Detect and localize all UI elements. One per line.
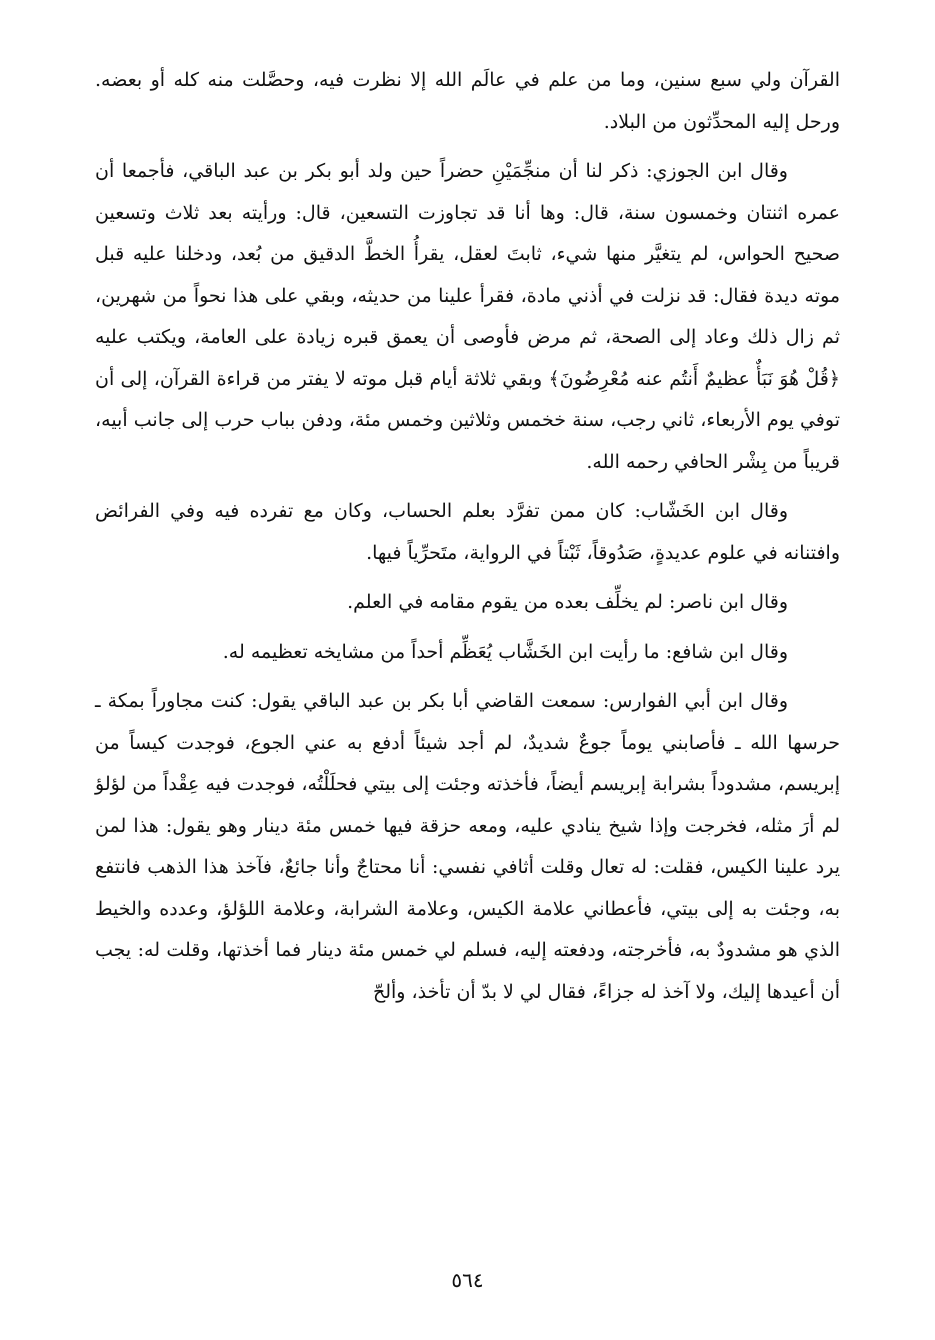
paragraph-ibn-shafi: وقال ابن شافع: ما رأيت ابن الخَشَّاب يُعَظِّم أحداً من مشايخه تعظيمه له. bbox=[222, 640, 788, 663]
paragraph-ibn-al-jawzi: وقال ابن الجوزي: ذكر لنا أن منجِّمَيْنِ حضراً حين ولد أبو بكر بن عبد الباقي، فأجمعا أن عمره اثنتان وخمسون سنة، قال: وها أنا قد تجاوزت التسعين، قال: ورأيته بعد ثلاث وتسعين صحيح الحواس، لم يتغيَّر منها شيء، ثابتَ لعقل، يقرأُ الخطَّ الدقيق من بُعد، ودخلنا عليه قبل موته ديدة فقال: قد نزلت في أذني مادة، فقرأ علينا من حديثه، وبقي على هذا نحواً من شهرين، ثم زال ذلك وعاد إلى الصحة، ثم مرض فأوصى أن يعمق قبره زيادة على العامة، ويكتب عليه ﴿قُلْ هُوَ نَبَأٌ عظيمٌ أَنتُم عنه مُعْرِضُونَ﴾ وبقي ثلاثة أيام قبل موته لا يفتر من قراءة القرآن، إلى أن توفي يوم الأربعاء، ثاني رجب، سنة خخمس وثلاثين وخمس مئة، ودفن بباب حرب إلى جانب أبيه، قريباً من بِشْر الحافي رحمه الله. bbox=[95, 160, 840, 473]
paragraph-ibn-abi-al-fawaris: وقال ابن أبي الفوارس: سمعت القاضي أبا بكر بن عبد الباقي يقول: كنت مجاوراً بمكة ـ حرسها الله ـ فأصابني يوماً جوعٌ شديدٌ، لم أجد شيئاً أدفع به عني الجوع، فوجدت كيساً من إبريسم، مشدوداً بشرابة إبريسم أيضاً، فأخذته وجئت إلى بيتي فحلَلْتُه، فوجدت فيه عِقْداً من لؤلؤ لم أرَ مثله، فخرجت وإذا شيخ ينادي عليه، ومعه حزقة فيها خمس مئة دينار وهو يقول: هذا لمن يرد علينا الكيس، فقلت: له تعال وقلت أثافي نفسي: أنا محتاجٌ وأنا جائعٌ، فآخذ هذا الذهب فانتفع به، وجئت به إلى بيتي، فأعطاني علامة الكيس، وعلامة الشرابة، وعلامة اللؤلؤ، وعدده والخيط الذي هو مشدودٌ به، فأخرجته، ودفعته إليه، فسلم لي خمس مئة دينار فما أخذتها، وقلت له: يجب أن أعيدها إليك، ولا آخذ له جزاءً، فقال لي لا بدّ أن تأخذ، وألحّ bbox=[95, 690, 840, 1003]
page-number: ٥٦٤ bbox=[451, 1268, 484, 1292]
body-text bbox=[95, 60, 840, 1013]
paragraph-ibn-nasir: وقال ابن ناصر: لم يخلِّف بعده من يقوم مقامه في العلم. bbox=[347, 591, 788, 613]
paragraph-continuation: القرآن ولي سبع سنين، وما من علم في عالَم الله إلا نظرت فيه، وحصَّلت منه كله أو بعضه. ورحل إليه المحدِّثون من البلاد. bbox=[95, 69, 840, 133]
paragraph-ibn-al-khashshab: وقال ابن الخَشّاب: كان ممن تفرَّد بعلم الحساب، وكان مع تفرده فيه وفي الفرائض وافتنانه في علوم عديدةٍ، صَدُوقاً، ثَبْتاً في الرواية، متَحرِّياً فيها. bbox=[95, 500, 840, 564]
